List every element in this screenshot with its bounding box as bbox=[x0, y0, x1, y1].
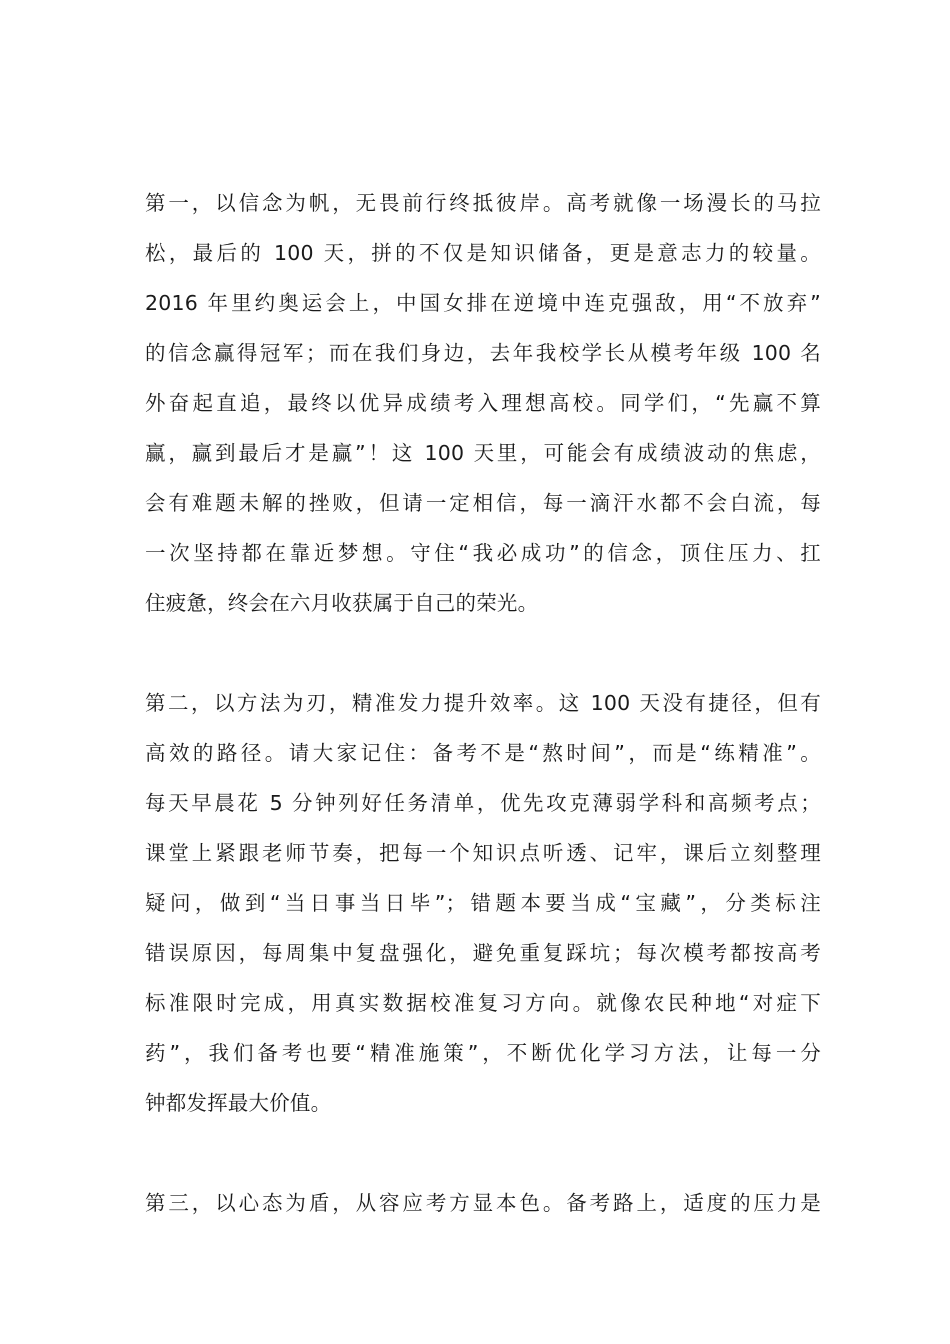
paragraph-method bbox=[145, 678, 821, 1128]
text-line: 钟都发挥最大价值。 bbox=[145, 1091, 332, 1115]
text-line: 药”，我们备考也要“精准施策”，不断优化学习方法，让每一分 bbox=[145, 1041, 821, 1065]
paragraph-belief bbox=[145, 178, 821, 628]
paragraph-mindset bbox=[145, 1178, 821, 1228]
text-line: 第一，以信念为帆，无畏前行终抵彼岸。高考就像一场漫长的马拉 bbox=[145, 191, 821, 215]
text-line: 高效的路径。请大家记住：备考不是“熬时间”，而是“练精准”。 bbox=[145, 741, 821, 765]
text-line: 住疲惫，终会在六月收获属于自己的荣光。 bbox=[145, 591, 539, 615]
text-line: 的信念赢得冠军；而在我们身边，去年我校学长从模考年级 100 名 bbox=[145, 341, 821, 365]
text-line: 疑问，做到“当日事当日毕”；错题本要当成“宝藏”，分类标注 bbox=[145, 891, 821, 915]
text-line: 第二，以方法为刃，精准发力提升效率。这 100 天没有捷径，但有 bbox=[145, 691, 821, 715]
text-line: 赢，赢到最后才是赢”！这 100 天里，可能会有成绩波动的焦虑， bbox=[145, 441, 821, 465]
text-line: 2016 年里约奥运会上，中国女排在逆境中连克强敌，用“不放弃” bbox=[145, 291, 821, 315]
text-line: 会有难题未解的挫败，但请一定相信，每一滴汗水都不会白流，每 bbox=[145, 491, 821, 515]
text-line: 每天早晨花 5 分钟列好任务清单，优先攻克薄弱学科和高频考点； bbox=[145, 791, 821, 815]
text-line: 第三，以心态为盾，从容应考方显本色。备考路上，适度的压力是 bbox=[145, 1191, 821, 1215]
document-body bbox=[145, 178, 821, 1278]
text-line: 错误原因，每周集中复盘强化，避免重复踩坑；每次模考都按高考 bbox=[145, 941, 821, 965]
text-line: 标准限时完成，用真实数据校准复习方向。就像农民种地“对症下 bbox=[145, 991, 821, 1015]
text-line: 一次坚持都在靠近梦想。守住“我必成功”的信念，顶住压力、扛 bbox=[145, 541, 821, 565]
text-line: 松，最后的 100 天，拼的不仅是知识储备，更是意志力的较量。 bbox=[145, 241, 821, 265]
text-line: 课堂上紧跟老师节奏，把每一个知识点听透、记牢，课后立刻整理 bbox=[145, 841, 821, 865]
text-line: 外奋起直追，最终以优异成绩考入理想高校。同学们，“先赢不算 bbox=[145, 391, 821, 415]
